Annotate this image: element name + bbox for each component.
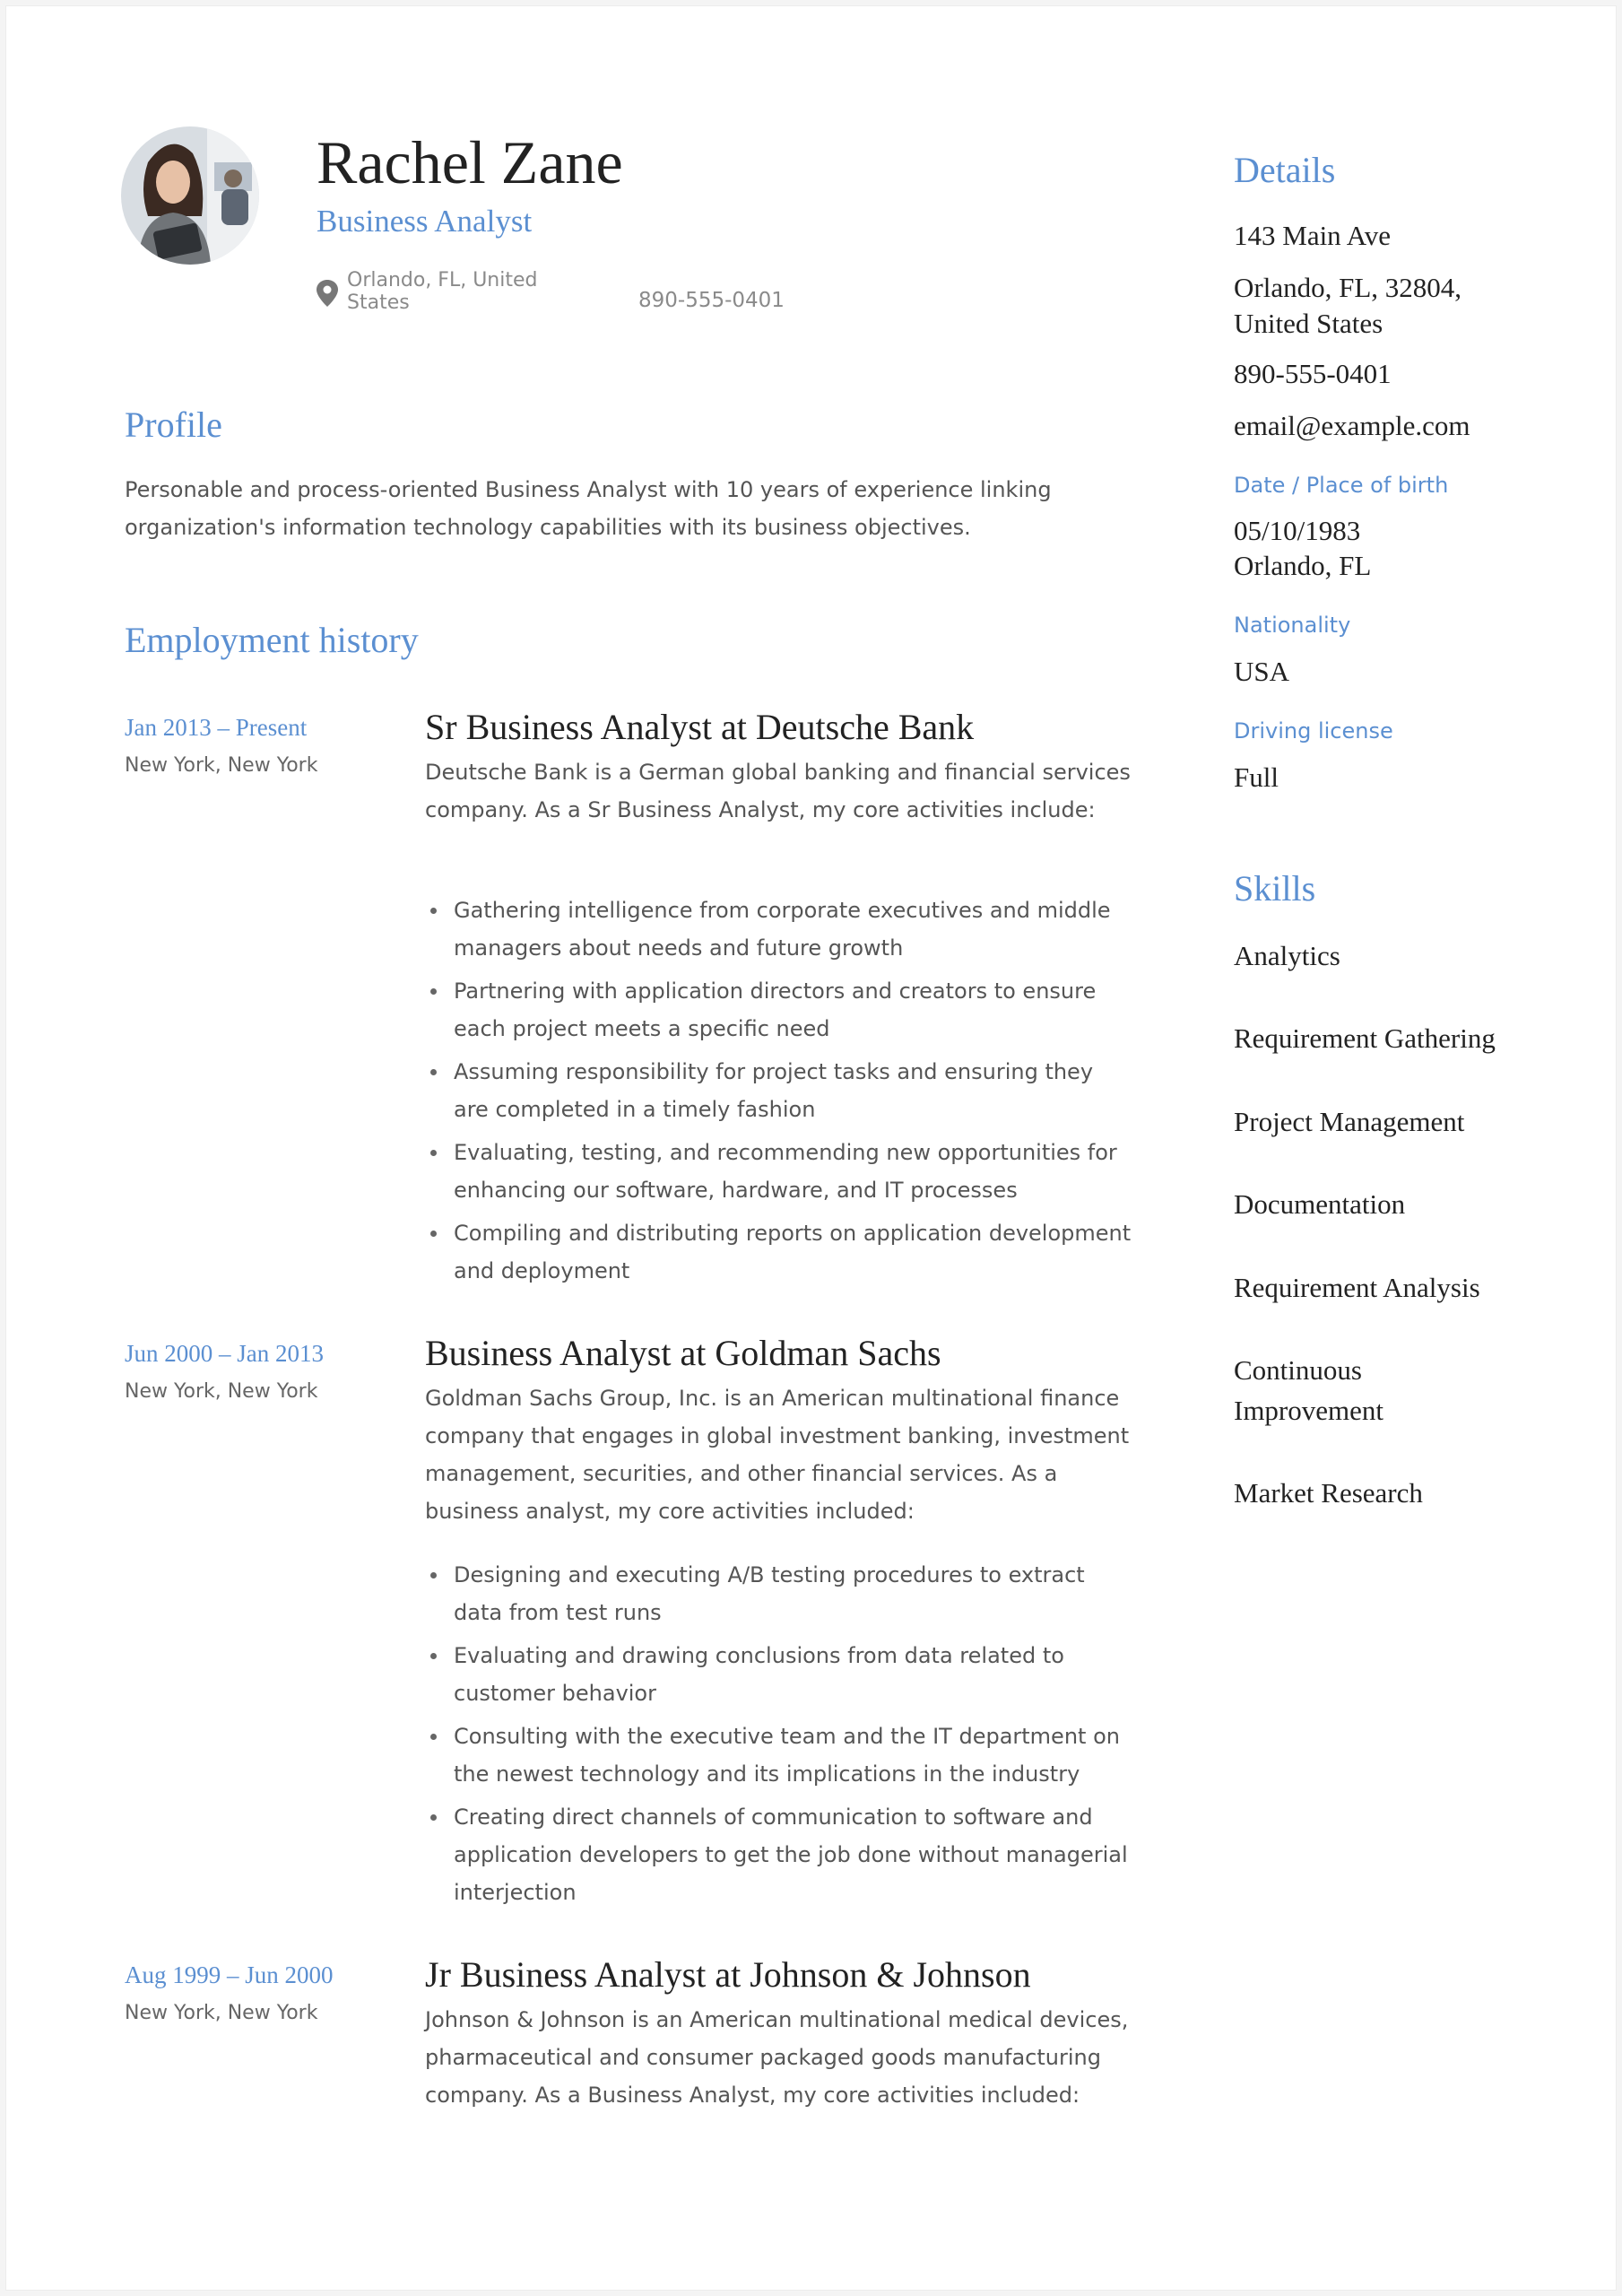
details-email[interactable]: email@example.com — [1234, 410, 1470, 441]
skill-item: Requirement Gathering — [1234, 1022, 1496, 1054]
profile-text: Personable and process-oriented Business Analyst with 10 years of experience linking organization's information technology capabilities with its business objectives. — [125, 477, 1052, 540]
job-title: Business Analyst at Goldman Sachs — [425, 1333, 941, 1373]
job-bullet: Gathering intelligence from corporate executives and middle managers about needs and future growth — [425, 891, 1133, 967]
details-phone: 890-555-0401 — [1234, 358, 1392, 389]
job-bullet-list — [425, 891, 1133, 1295]
skills-heading: Skills — [1234, 868, 1316, 909]
job-dates: Jan 2013 – Present — [125, 714, 308, 741]
skill-item: Market Research — [1234, 1477, 1423, 1509]
nationality-value: USA — [1234, 656, 1290, 687]
job-dates: Aug 1999 – Jun 2000 — [125, 1961, 334, 1988]
job-title: Sr Business Analyst at Deutsche Bank — [425, 707, 975, 747]
header-phone: 890-555-0401 — [638, 289, 785, 312]
license-label: Driving license — [1234, 718, 1393, 744]
license-value: Full — [1234, 761, 1279, 793]
job-bullet: Evaluating, testing, and recommending new opportunities for enhancing our software, hardware, and IT processes — [425, 1134, 1133, 1209]
skill-item: Continuous Improvement — [1234, 1354, 1384, 1426]
nationality-label: Nationality — [1234, 613, 1351, 638]
dob-label: Date / Place of birth — [1234, 473, 1449, 498]
job-title: Jr Business Analyst at Johnson & Johnson — [425, 1954, 1031, 1995]
job-bullet: Evaluating and drawing conclusions from data related to customer behavior — [425, 1637, 1133, 1712]
location-pin-icon — [317, 280, 338, 307]
resume-page — [5, 5, 1617, 2291]
job-bullet: Creating direct channels of communication to software and application developers to get the job done without managerial interjection — [425, 1798, 1133, 1911]
job-location: New York, New York — [125, 754, 318, 777]
profile-heading: Profile — [125, 404, 222, 445]
candidate-name: Rachel Zane — [317, 128, 623, 196]
profile-photo — [121, 126, 259, 265]
job-bullet: Partnering with application directors and creators to ensure each project meets a specific need — [425, 972, 1133, 1048]
job-location: New York, New York — [125, 2002, 318, 2024]
details-heading: Details — [1234, 150, 1336, 190]
job-description: Deutsche Bank is a German global banking and financial services company. As a Sr Business Analyst, my core activities include: — [425, 760, 1131, 822]
job-description: Johnson & Johnson is an American multinational medical devices, pharmaceutical and consumer packaged goods manufacturing company. As a Business Analyst, my core activities included: — [425, 2007, 1129, 2108]
job-description: Goldman Sachs Group, Inc. is an American multinational finance company that engages in global investment banking, investment management, securities, and other financial services. As a business analyst, my core activities included: — [425, 1386, 1130, 1524]
job-bullet: Designing and executing A/B testing procedures to extract data from test runs — [425, 1556, 1133, 1631]
dob-place: Orlando, FL — [1234, 550, 1372, 581]
employment-heading: Employment history — [125, 620, 419, 660]
location-text: Orlando, FL, United States — [347, 269, 538, 314]
skill-item: Analytics — [1234, 940, 1340, 971]
dob-date: 05/10/1983 — [1234, 515, 1361, 546]
candidate-title: Business Analyst — [317, 204, 533, 239]
address-line-2: Orlando, FL, 32804, United States — [1234, 272, 1462, 339]
skill-item: Documentation — [1234, 1188, 1406, 1220]
header-location — [317, 269, 585, 314]
job-bullet: Consulting with the executive team and the IT department on the newest technology and its implications in the industry — [425, 1718, 1133, 1793]
job-location: New York, New York — [125, 1380, 318, 1403]
job-bullet-list — [425, 1556, 1133, 1917]
skill-item: Requirement Analysis — [1234, 1272, 1480, 1303]
address-line-1: 143 Main Ave — [1234, 220, 1392, 251]
job-bullet: Compiling and distributing reports on application development and deployment — [425, 1214, 1133, 1290]
job-dates: Jun 2000 – Jan 2013 — [125, 1340, 324, 1367]
job-bullet: Assuming responsibility for project tasks and ensuring they are completed in a timely fashion — [425, 1053, 1133, 1128]
skill-item: Project Management — [1234, 1106, 1465, 1137]
